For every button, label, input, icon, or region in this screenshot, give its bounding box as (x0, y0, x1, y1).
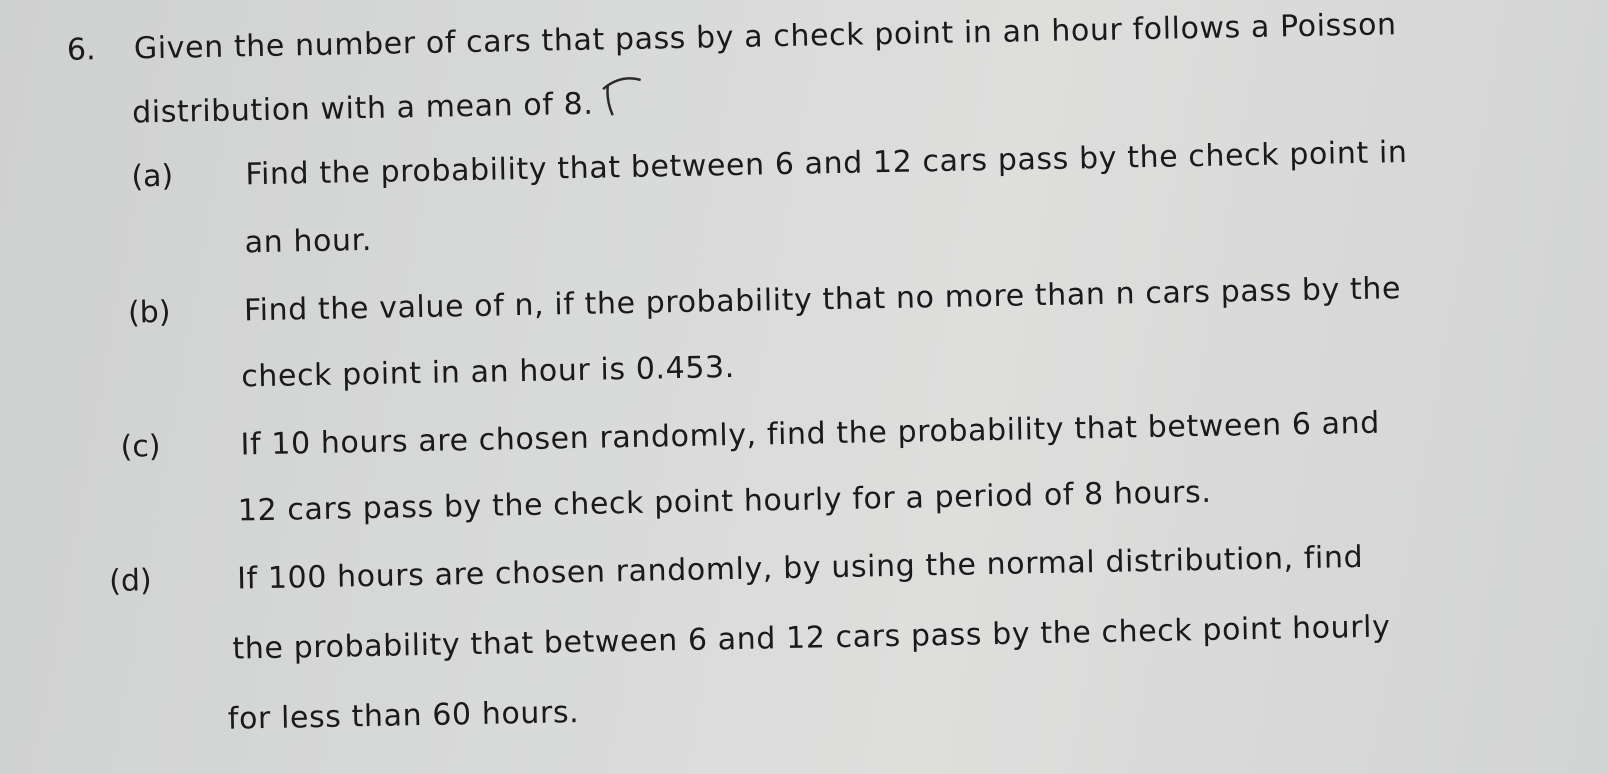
part-a-line-1: Find the probability that between 6 and 12 cars pass by the check point in (245, 135, 1408, 193)
question-stem-line-2: distribution with a mean of 8. (131, 86, 594, 131)
part-d-line-3: for less than 60 hours. (227, 695, 580, 737)
pen-tick-mark (599, 69, 660, 120)
part-c-label: (c) (120, 429, 161, 465)
part-a-line-2: an hour. (244, 222, 373, 261)
question-stem-line-1: Given the number of cars that pass by a check point in an hour follows a Poisson (133, 7, 1397, 67)
part-b-line-2: check point in an hour is 0.453. (240, 349, 736, 395)
part-c-line-2: 12 cars pass by the check point hourly for a period of 8 hours. (237, 474, 1212, 529)
part-d-line-1: If 100 hours are chosen randomly, by using the normal distribution, find (236, 539, 1364, 597)
question-number: 6. (66, 32, 96, 68)
part-b-line-1: Find the value of n, if the probability that no more than n cars pass by the (243, 271, 1402, 329)
part-c-line-1: If 10 hours are chosen randomly, find the probability that between 6 and (240, 405, 1381, 463)
part-d-line-2: the probability that between 6 and 12 cars pass by the check point hourly (232, 609, 1391, 667)
part-b-label: (b) (127, 294, 171, 331)
part-d-label: (d) (108, 563, 152, 600)
part-a-label: (a) (131, 158, 174, 195)
